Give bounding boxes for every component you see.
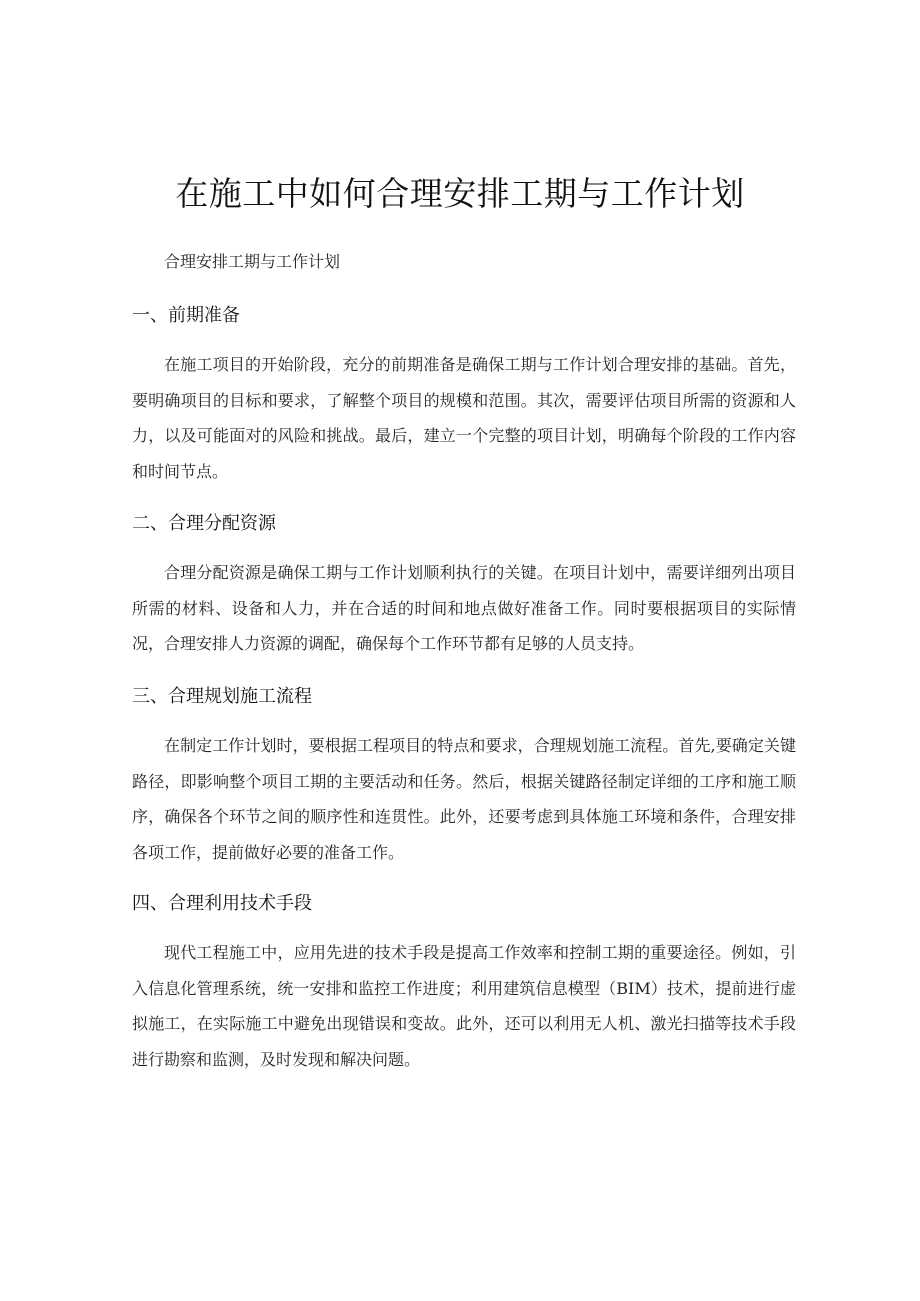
section-construction-process bbox=[132, 683, 796, 870]
section-heading: 四、合理利用技术手段 bbox=[132, 893, 312, 914]
section-paragraph: 现代工程施工中，应用先进的技术手段是提高工作效率和控制工期的重要途径。例如，引入信息化管理系统，统一安排和监控工作进度；利用建筑信息模型（BIM）技术，提前进行虚拟施工，在实际施工中避免出现错误和变故。此外，还可以利用无人机、激光扫描等技术手段进行勘察和监测，及时发现和解决问题。 bbox=[132, 943, 796, 1069]
section-heading: 一、前期准备 bbox=[132, 305, 240, 326]
section-heading: 三、合理规划施工流程 bbox=[132, 686, 312, 707]
section-technology bbox=[132, 890, 796, 1077]
section-preparation bbox=[132, 302, 796, 489]
page-title: 在施工中如何合理安排工期与工作计划 bbox=[175, 174, 745, 213]
section-paragraph: 在制定工作计划时，要根据工程项目的特点和要求，合理规划施工流程。首先,要确定关键路径，即影响整个项目工期的主要活动和任务。然后，根据关键路径制定详细的工序和施工顺序，确保各个环节之间的顺序性和连贯性。此外，还要考虑到具体施工环境和条件，合理安排各项工作，提前做好必要的准备工作。 bbox=[132, 736, 796, 862]
subtitle: 合理安排工期与工作计划 bbox=[164, 252, 341, 271]
section-heading: 二、合理分配资源 bbox=[132, 513, 276, 534]
section-resource-allocation bbox=[132, 510, 796, 662]
section-paragraph: 在施工项目的开始阶段，充分的前期准备是确保工期与工作计划合理安排的基础。首先，要明确项目的目标和要求，了解整个项目的规模和范围。其次，需要评估项目所需的资源和人力，以及可能面对的风险和挑战。最后，建立一个完整的项目计划，明确每个阶段的工作内容和时间节点。 bbox=[132, 355, 796, 481]
section-paragraph: 合理分配资源是确保工期与工作计划顺利执行的关键。在项目计划中，需要详细列出项目所需的材料、设备和人力，并在合适的时间和地点做好准备工作。同时要根据项目的实际情况，合理安排人力资源的调配，确保每个工作环节都有足够的人员支持。 bbox=[132, 563, 796, 653]
